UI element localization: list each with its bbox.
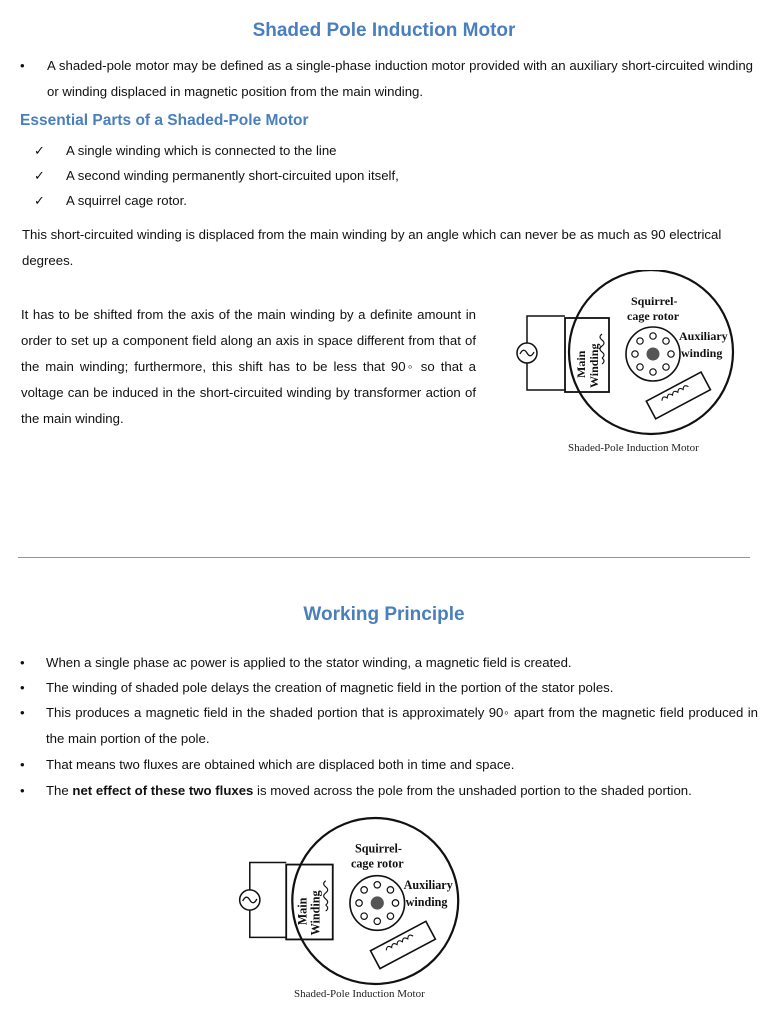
paragraph-shift: It has to be shifted from the axis of the main winding by a definite amount in order to set up a component field along an axis in space different from that of the main winding; furthermore, this shift has to be less that 90◦ so that a voltage can be induced in the short-circuited winding by transformer action of the main winding.: [21, 307, 476, 426]
working-text-emphasis: The net effect of these two fluxes is moved across the pole from the unshaded portion to the shaded portion.: [46, 783, 692, 798]
check-mark-icon: ✓: [34, 143, 46, 158]
working-text: When a single phase ac power is applied to the stator winding, a magnetic field is created.: [46, 655, 572, 670]
rotor-label: Squirrel- cage rotor: [627, 294, 680, 323]
figure-caption: Shaded-Pole Induction Motor: [294, 988, 425, 1000]
check-mark-icon: ✓: [34, 193, 46, 208]
check-mark-icon: ✓: [34, 168, 46, 183]
auxiliary-label: Auxiliary winding: [679, 329, 728, 360]
emphasis-text: net effect of these two fluxes: [72, 783, 254, 798]
bullet-mark: •: [20, 655, 25, 670]
parts-item-text: A squirrel cage rotor.: [66, 193, 187, 208]
main-coil-icon: [324, 881, 328, 911]
parts-item-text: A second winding permanently short-circuited upon itself,: [66, 168, 399, 183]
section-divider: [18, 557, 750, 558]
main-winding-label: Main Winding: [574, 343, 601, 388]
motor-diagram-2-svg: [224, 816, 484, 988]
bullet-mark: •: [20, 58, 25, 73]
auxiliary-winding-icon: [646, 372, 710, 419]
working-text: The winding of shaded pole delays the creation of magnetic field in the portion of the stator poles.: [46, 680, 614, 695]
main-winding-label: Main Winding: [295, 890, 323, 936]
bullet-mark: •: [20, 680, 25, 695]
auxiliary-label: Auxiliary winding: [403, 877, 453, 910]
rotor-shaft: [371, 896, 384, 909]
figure-caption: Shaded-Pole Induction Motor: [568, 442, 699, 454]
bullet-mark: •: [20, 783, 25, 798]
motor-diagram: [505, 270, 755, 460]
bullet-mark: •: [20, 705, 25, 720]
bullet-mark: •: [20, 757, 25, 772]
motor-diagram-2: [224, 816, 484, 1016]
parts-heading: Essential Parts of a Shaded-Pole Motor: [20, 112, 309, 129]
rotor-shaft: [647, 348, 660, 361]
page-title: Shaded Pole Induction Motor: [252, 20, 516, 41]
parts-item-text: A single winding which is connected to the line: [66, 143, 337, 158]
rotor-label: Squirrel- cage rotor: [350, 841, 404, 871]
working-text: That means two fluxes are obtained which are displaced both in time and space.: [46, 757, 515, 772]
intro-text: A shaded-pole motor may be defined as a single-phase induction motor provided with an auxiliary short-circuited winding or winding displaced in magnetic position from the main winding.: [47, 58, 753, 99]
paragraph-displacement: This short-circuited winding is displaced from the main winding by an angle which can never be as much as 90 electrical degrees.: [22, 227, 722, 268]
motor-diagram-svg: [505, 270, 755, 440]
auxiliary-winding-icon: [370, 921, 435, 968]
working-text: This produces a magnetic field in the shaded portion that is approximately 90◦ apart from the magnetic field produced in the main portion of the pole.: [46, 705, 758, 746]
section-title: Working Principle: [303, 604, 465, 625]
